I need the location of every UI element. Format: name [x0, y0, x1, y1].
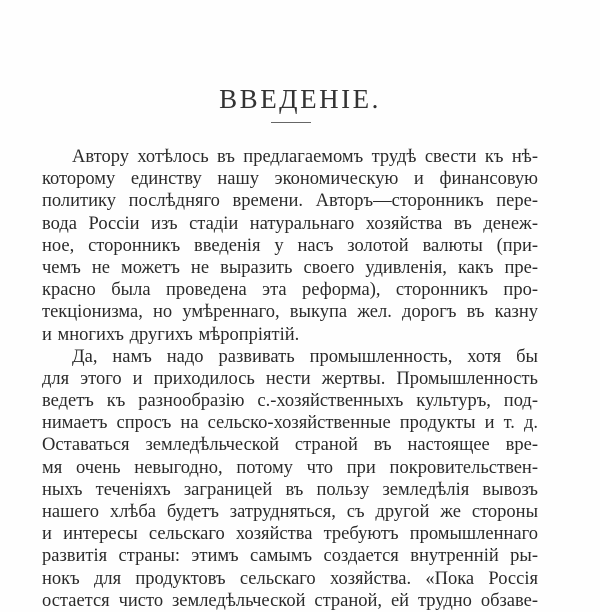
text-line: Автору хотѣлось въ предлагаемомъ трудѣ свести къ нѣ- [72, 147, 538, 167]
text-line: красно была проведена эта реформа), сторонникъ про- [42, 280, 538, 301]
text-line: Оставаться земледѣльческой страной въ настоящее вре- [42, 435, 538, 456]
text-line: остается чисто земледѣльческой страной, ей трудно обзаве- [42, 590, 538, 611]
text-line: развитія страны: этимъ самымъ создается внутренній ры- [42, 546, 538, 567]
text-line: и интересы сельскаго хозяйства требуютъ промышленнаго [42, 524, 538, 545]
text-line: нокъ для продуктовъ сельскаго хозяйства. «Пока Россія [42, 568, 538, 589]
text-line: для этого и приходилось нести жертвы. Промышленность [42, 368, 538, 389]
text-line: текціонизма, но умѣреннаго, выкупа жел. дорогъ въ казну [42, 302, 538, 323]
text-line: Да, намъ надо развивать промышленность, хотя бы [72, 346, 538, 367]
page-title: ВВЕДЕНІЕ. [219, 84, 381, 114]
text-line: вода Россіи изъ стадіи натуральнаго хозяйства въ денеж- [42, 213, 538, 234]
text-line: которому единству нашу экономическую и финансовую [42, 169, 538, 190]
text-line: мя очень невыгодно, потому что при покровительствен- [42, 457, 538, 478]
text-line: ное, сторонникъ введенія у насъ золотой валюты (при- [42, 235, 538, 256]
title-divider [271, 122, 311, 123]
text-line: ныхъ теченіяхъ заграницей въ пользу земледѣлія вывозъ [42, 479, 538, 500]
text-line: нимаетъ спросъ на сельско-хозяйственные продукты и т. д. [42, 413, 538, 434]
body-text [42, 146, 538, 612]
text-line: политику послѣдняго времени. Авторъ—сторонникъ пере- [42, 191, 538, 212]
text-line: нашего хлѣба будетъ затрудняться, съ другой же стороны [42, 502, 538, 522]
text-line: и многихъ другихъ мѣропріятій. [42, 324, 300, 345]
text-line: чемъ не можетъ не выразить своего удивленія, какъ пре- [42, 257, 538, 278]
text-line: ведетъ къ разнообразію с.-хозяйственныхъ культуръ, под- [42, 391, 538, 412]
